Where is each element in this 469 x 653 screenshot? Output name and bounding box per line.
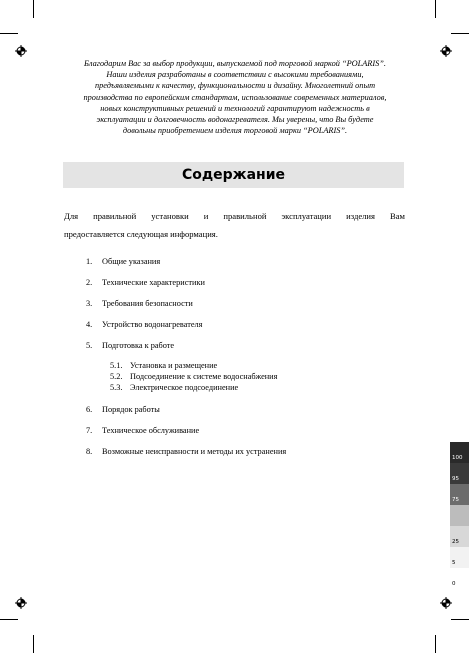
toc-number: 2. bbox=[86, 278, 93, 287]
toc-item[interactable] bbox=[86, 447, 286, 456]
gray-scale-swatch bbox=[450, 547, 469, 568]
intro-line: Благодарим Вас за выбор продукции, выпускаемой под торговой маркой “POLARIS”. bbox=[84, 59, 386, 68]
intro-line: довольны приобретением изделия торговой марки “POLARIS”. bbox=[122, 126, 348, 136]
crop-mark bbox=[435, 635, 436, 653]
toc-label: Техническое обслуживание bbox=[102, 426, 200, 435]
crop-mark bbox=[33, 0, 34, 18]
gray-scale-swatch bbox=[450, 463, 469, 484]
toc-label: Устройство водонагревателя bbox=[102, 320, 203, 329]
toc-number: 5. bbox=[86, 341, 93, 350]
contents-title: Содержание bbox=[63, 162, 404, 188]
toc-item[interactable] bbox=[86, 299, 193, 308]
toc-number: 5.2. bbox=[110, 372, 123, 381]
toc-subitem[interactable] bbox=[110, 383, 238, 392]
toc-item[interactable] bbox=[86, 341, 174, 350]
toc-number: 1. bbox=[86, 257, 93, 266]
registration-mark-icon bbox=[440, 597, 452, 609]
toc-number: 5.3. bbox=[110, 383, 123, 392]
intro-line: производства по европейским стандартам, использование современных материалов, bbox=[83, 92, 387, 102]
swatch-label: 0 bbox=[452, 581, 456, 587]
swatch-label: 95 bbox=[452, 476, 459, 482]
crop-mark bbox=[0, 619, 18, 620]
toc-number: 3. bbox=[86, 299, 93, 308]
toc-item[interactable] bbox=[86, 320, 202, 329]
toc-label: Возможные неисправности и методы их устранения bbox=[102, 447, 287, 456]
toc-subitem[interactable] bbox=[110, 361, 217, 370]
toc-item[interactable] bbox=[86, 405, 160, 414]
lead-line: Для правильной установки и правильной эксплуатации изделия Вам bbox=[64, 211, 405, 221]
gray-scale-bar bbox=[450, 442, 469, 589]
toc-label: Установка и размещение bbox=[130, 361, 218, 370]
toc-label: Порядок работы bbox=[102, 405, 160, 414]
toc-number: 8. bbox=[86, 447, 93, 456]
crop-mark bbox=[33, 635, 34, 653]
toc-subitem[interactable] bbox=[110, 372, 277, 381]
swatch-label: 5 bbox=[452, 560, 456, 566]
registration-mark-icon bbox=[15, 45, 27, 57]
swatch-label: 75 bbox=[452, 497, 459, 503]
gray-scale-swatch bbox=[450, 568, 469, 589]
toc-label: Электрическое подсоединение bbox=[130, 383, 239, 392]
crop-mark bbox=[435, 0, 436, 18]
intro-line: предъявляемыми к качеству, функциональности и дизайну. Многолетний опыт bbox=[94, 81, 376, 91]
intro-line: Наши изделия разработаны в соответствии с высокими требованиями, bbox=[106, 70, 364, 80]
toc-number: 7. bbox=[86, 426, 93, 435]
toc-label: Технические характеристики bbox=[102, 278, 205, 287]
intro-line: новых конструктивных решений и технологий гарантируют надежность в bbox=[100, 103, 370, 113]
toc-label: Подготовка к работе bbox=[102, 341, 175, 350]
toc-item[interactable] bbox=[86, 278, 205, 287]
crop-mark bbox=[451, 33, 469, 34]
toc-label: Требования безопасности bbox=[102, 299, 193, 308]
toc-item[interactable] bbox=[86, 257, 160, 266]
crop-mark bbox=[451, 619, 469, 620]
gray-scale-swatch bbox=[450, 505, 469, 526]
registration-mark-icon bbox=[15, 597, 27, 609]
toc-item[interactable] bbox=[86, 426, 199, 435]
intro-paragraph bbox=[60, 58, 410, 136]
registration-mark-icon bbox=[440, 45, 452, 57]
toc-label: Подсоединение к системе водоснабжения bbox=[130, 372, 278, 381]
toc-number: 6. bbox=[86, 405, 93, 414]
gray-scale-swatch bbox=[450, 484, 469, 505]
toc-label: Общие указания bbox=[102, 257, 161, 266]
crop-mark bbox=[0, 33, 18, 34]
intro-line: эксплуатации и долговечность водонагревателя. Мы уверены, что Вы будете bbox=[96, 115, 374, 125]
gray-scale-swatch bbox=[450, 442, 469, 463]
lead-line: предоставляется следующая информация. bbox=[64, 229, 218, 239]
swatch-label: 100 bbox=[452, 455, 463, 461]
toc-number: 5.1. bbox=[110, 361, 123, 370]
toc-number: 4. bbox=[86, 320, 93, 329]
swatch-label: 25 bbox=[452, 539, 459, 545]
gray-scale-swatch bbox=[450, 526, 469, 547]
lead-paragraph bbox=[64, 207, 405, 243]
